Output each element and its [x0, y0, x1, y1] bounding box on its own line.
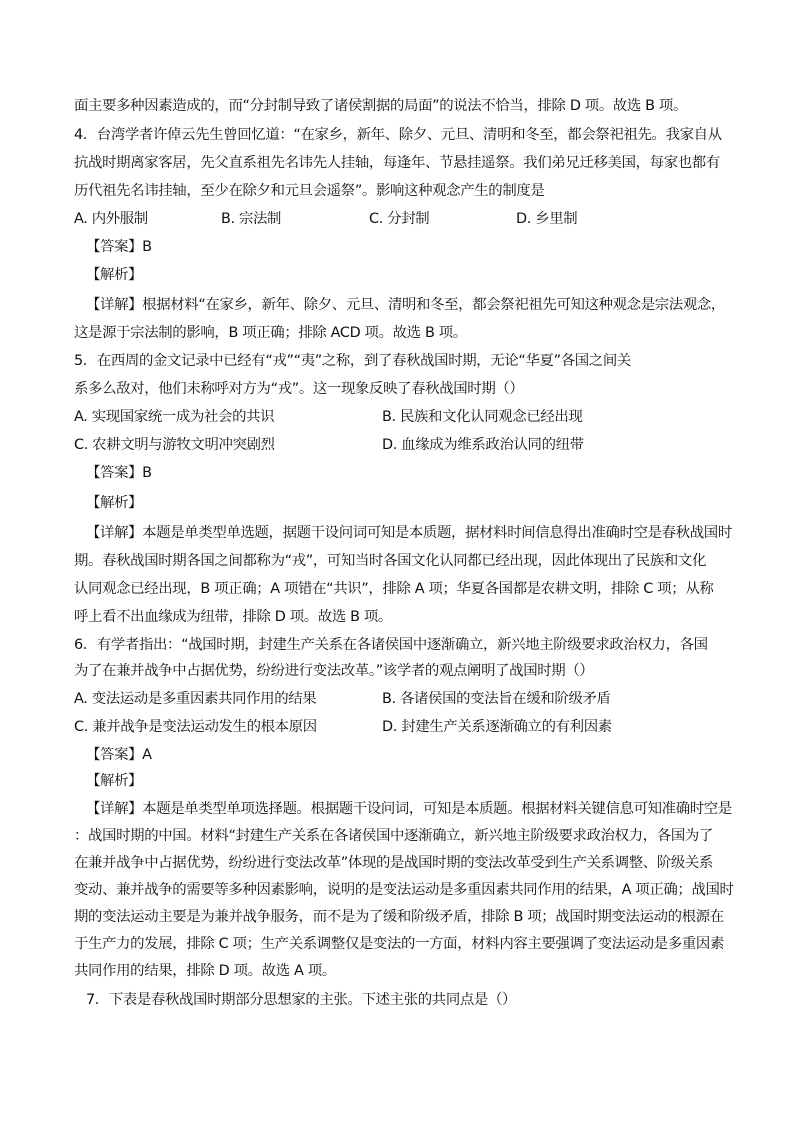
q5-option-c: C. 农耕文明与游牧文明冲突剧烈 [74, 437, 275, 453]
q4-stem-line-3: 历代祖先名讳挂轴，至少在除夕和元旦会遥祭”。影响这种观念产生的制度是 [74, 183, 545, 199]
q6-answer: 【答案】A [86, 747, 152, 763]
q5-option-a: A. 实现国家统一成为社会的共识 [74, 409, 275, 425]
q5-answer: 【答案】B [86, 465, 152, 481]
q5-analysis-label: 【解析】 [86, 495, 143, 511]
q5-detail-line-2: 期。春秋战国时期各国之间都称为“戎”，可知当时各国文化认同都已经出现，因此体现出了民族和文化 [74, 553, 707, 569]
q4-option-c: C. 分封制 [369, 211, 430, 227]
q5-stem-line-1: 5．在西周的金文记录中已经有“戎”“夷”之称，到了春秋战国时期，无论“华夏”各国之间关 [74, 353, 631, 369]
q6-detail-line-6: 于生产力的发展，排除 C 项；生产关系调整仅是变法的一方面，材料内容主要强调了变法运动是多重因素 [74, 936, 724, 952]
q6-stem-line-1: 6．有学者指出：“战国时期，封建生产关系在各诸侯国中逐渐确立，新兴地主阶级要求政治权力，各国 [74, 637, 708, 653]
q4-detail-line-1: 【详解】根据材料“在家乡，新年、除夕、元旦、清明和冬至，都会祭祀祖先可知这种观念是宗法观念， [86, 297, 725, 313]
carry-over-line: 面主要多种因素造成的，而“分封制导致了诸侯割据的局面”的说法不恰当，排除 D 项。故选 B 项。 [74, 98, 687, 114]
q4-analysis-label: 【解析】 [86, 267, 143, 283]
q4-option-b: B. 宗法制 [221, 211, 282, 227]
q6-stem-line-2: 为了在兼并战争中占据优势，纷纷进行变法改革。”该学者的观点阐明了战国时期（） [74, 663, 594, 679]
q5-option-d: D. 血缘成为维系政治认同的纽带 [382, 437, 584, 453]
q5-detail-line-3: 认同观念已经出现，B 项正确；A 项错在“共识”，排除 A 项；华夏各国都是农耕文明，排除 C 项；从称 [74, 581, 714, 597]
q6-option-a: A. 变法运动是多重因素共同作用的结果 [74, 691, 317, 707]
q6-detail-line-7: 共同作用的结果，排除 D 项。故选 A 项。 [74, 963, 336, 979]
q6-detail-line-3: 在兼并战争中占据优势，纷纷进行变法改革”体现的是战国时期的变法改革受到生产关系调整、阶级关系 [74, 855, 713, 871]
q7-stem-line-1: 7．下表是春秋战国时期部分思想家的主张。下述主张的共同点是（） [86, 992, 517, 1008]
q6-option-b: B. 各诸侯国的变法旨在缓和阶级矛盾 [382, 691, 611, 707]
q4-option-a: A. 内外服制 [74, 211, 148, 227]
q6-option-c: C. 兼并战争是变法运动发生的根本原因 [74, 719, 317, 735]
q4-answer: 【答案】B [86, 239, 152, 255]
q6-analysis-label: 【解析】 [86, 773, 143, 789]
q4-stem-line-2: 抗战时期离家客居，先父直系祖先名讳先人挂轴，每逢年、节悬挂遥祭。我们弟兄迁移美国，每家也都有 [74, 155, 720, 171]
q4-stem-line-1: 4．台湾学者许倬云先生曾回忆道：“在家乡，新年、除夕、元旦、清明和冬至，都会祭祀祖先。我家自从 [74, 127, 722, 143]
q6-option-d: D. 封建生产关系逐渐确立的有利因素 [382, 719, 612, 735]
q5-detail-line-1: 【详解】本题是单类型单选题，据题干设问词可知是本质题，据材料时间信息得出准确时空是春秋战国时 [86, 525, 732, 541]
q6-detail-line-4: 变动、兼并战争的需要等多种因素影响，说明的是变法运动是多重因素共同作用的结果，A 项正确；战国时 [74, 882, 734, 898]
q5-stem-line-2: 系多么敌对，他们未称呼对方为“戎”。这一现象反映了春秋战国时期（） [74, 381, 524, 397]
q4-detail-line-2: 这是源于宗法制的影响，B 项正确；排除 ACD 项。故选 B 项。 [74, 325, 467, 341]
q6-detail-line-2: ：战国时期的中国。材料“封建生产关系在各诸侯国中逐渐确立，新兴地主阶级要求政治权力，各国为了 [74, 828, 713, 844]
q6-detail-line-1: 【详解】本题是单类型单项选择题。根据题干设问词，可知是本质题。根据材料关键信息可知准确时空是 [86, 801, 732, 817]
q4-option-d: D. 乡里制 [516, 211, 578, 227]
q5-detail-line-4: 呼上看不出血缘成为纽带，排除 D 项。故选 B 项。 [74, 609, 392, 625]
q6-detail-line-5: 期的变法运动主要是为兼并战争服务，而不是为了缓和阶级矛盾，排除 B 项；战国时期变法运动的根源在 [74, 909, 724, 925]
q5-option-b: B. 民族和文化认同观念已经出现 [382, 409, 583, 425]
